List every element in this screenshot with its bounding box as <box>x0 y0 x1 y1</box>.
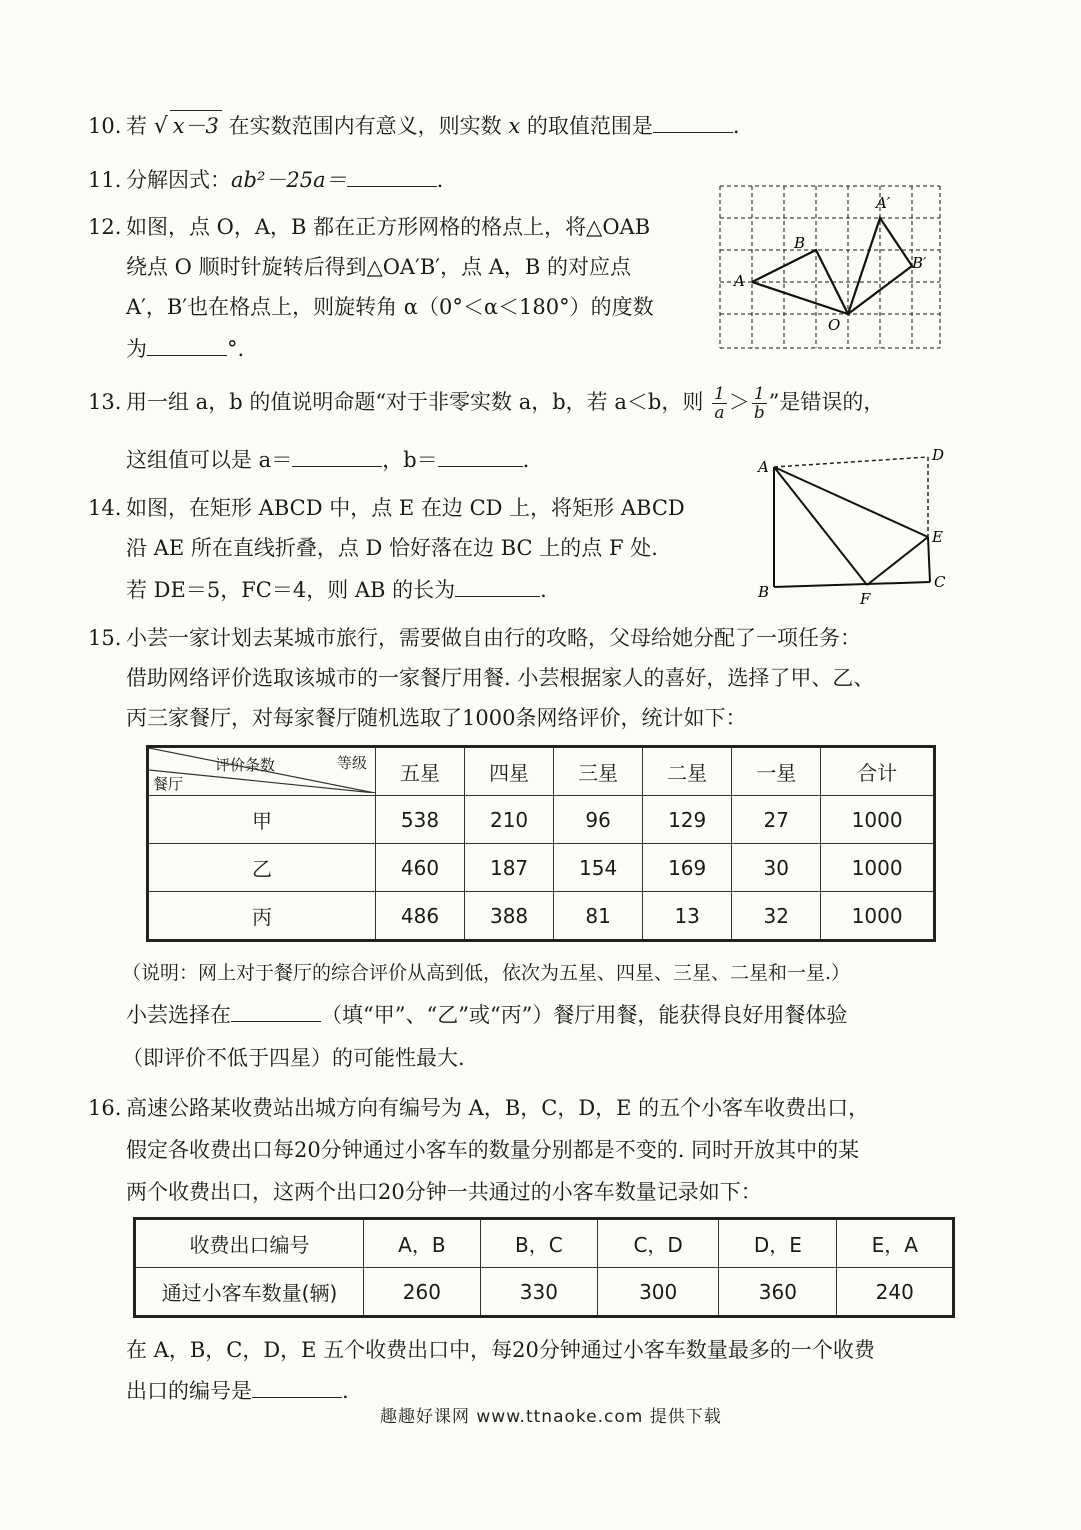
rating-table <box>146 745 936 942</box>
answer-blank[interactable] <box>147 335 227 356</box>
column-header: A，B <box>364 1219 481 1268</box>
label-B: B <box>758 583 770 601</box>
row-header: 通过小客车数量(辆) <box>135 1268 364 1317</box>
answer-blank-b[interactable] <box>438 446 523 467</box>
label-A: A <box>758 458 769 476</box>
rectangle-fold-figure <box>752 442 957 607</box>
toll-exit-table <box>133 1217 955 1318</box>
label-A-prime: A′ <box>876 194 891 212</box>
label-C: C <box>934 573 946 591</box>
table-row: 乙 460 187 154 169 30 1000 <box>148 844 935 892</box>
answer-blank[interactable] <box>653 112 733 133</box>
column-header: 一星 <box>732 747 821 796</box>
diagonal-header-cell: 等级 评价条数 餐厅 <box>148 747 376 796</box>
note: （说明：网上对于餐厅的综合评价从高到低，依次为五星、四星、三星、二星和一星.） <box>122 962 851 984</box>
table-row: 丙 486 388 81 13 32 1000 <box>148 892 935 941</box>
column-header: E，A <box>837 1219 954 1268</box>
column-header: 二星 <box>643 747 732 796</box>
label-A: A <box>734 272 745 290</box>
row-header: 乙 <box>148 844 376 892</box>
column-header: 合计 <box>821 747 935 796</box>
question-11: 11. 分解因式：ab²－25a＝ . <box>88 168 444 192</box>
table-header-row <box>135 1219 954 1268</box>
column-header: 三星 <box>554 747 643 796</box>
question-14: 14. 如图，在矩形 ABCD 中，点 E 在边 CD 上，将矩形 ABCD <box>88 496 685 520</box>
label-B: B <box>794 234 806 252</box>
table-header-row <box>148 747 935 796</box>
label-E: E <box>932 528 943 546</box>
column-header: 四星 <box>465 747 554 796</box>
table-row: 甲 538 210 96 129 27 1000 <box>148 796 935 844</box>
column-header: B，C <box>480 1219 597 1268</box>
column-header: D，E <box>719 1219 837 1268</box>
answer-blank[interactable] <box>455 576 540 597</box>
answer-blank[interactable] <box>252 1377 342 1398</box>
footer-watermark: 趣趣好课网 www.ttnaoke.com 提供下载 <box>380 1407 722 1427</box>
row-header: 收费出口编号 <box>135 1219 364 1268</box>
answer-blank[interactable] <box>347 166 437 187</box>
answer-blank[interactable] <box>231 1001 321 1022</box>
question-13: 13. 用一组 a，b 的值说明命题“对于非零实数 a，b，若 a＜b，则 $\frac{1}{a}$ ＞ $\frac{1}{b}$ ”是错误的， <box>88 384 885 423</box>
label-D: D <box>932 446 945 464</box>
rotation-grid-figure <box>712 178 952 353</box>
table-row: 通过小客车数量(辆) 260 330 300 360 240 <box>135 1268 954 1317</box>
question-12: 12. 如图，点 O，A，B 都在正方形网格的格点上，将△OAB <box>88 215 651 239</box>
column-header: 五星 <box>376 747 465 796</box>
label-F: F <box>860 590 871 607</box>
question-15: 15. 小芸一家计划去某城市旅行，需要做自由行的攻略，父母给她分配了一项任务： <box>88 626 861 650</box>
label-B-prime: B′ <box>912 254 927 272</box>
question-number: 10. <box>88 114 122 138</box>
row-header: 甲 <box>148 796 376 844</box>
question-10: 10. 若 √ x－3 在实数范围内有意义，则实数 x 的取值范围是 . <box>88 110 740 142</box>
question-16: 16. 高速公路某收费站出城方向有编号为 A，B，C，D，E 的五个小客车收费出口， <box>88 1096 870 1120</box>
label-O: O <box>828 316 841 334</box>
answer-blank-a[interactable] <box>292 446 382 467</box>
column-header: C，D <box>598 1219 719 1268</box>
row-header: 丙 <box>148 892 376 941</box>
